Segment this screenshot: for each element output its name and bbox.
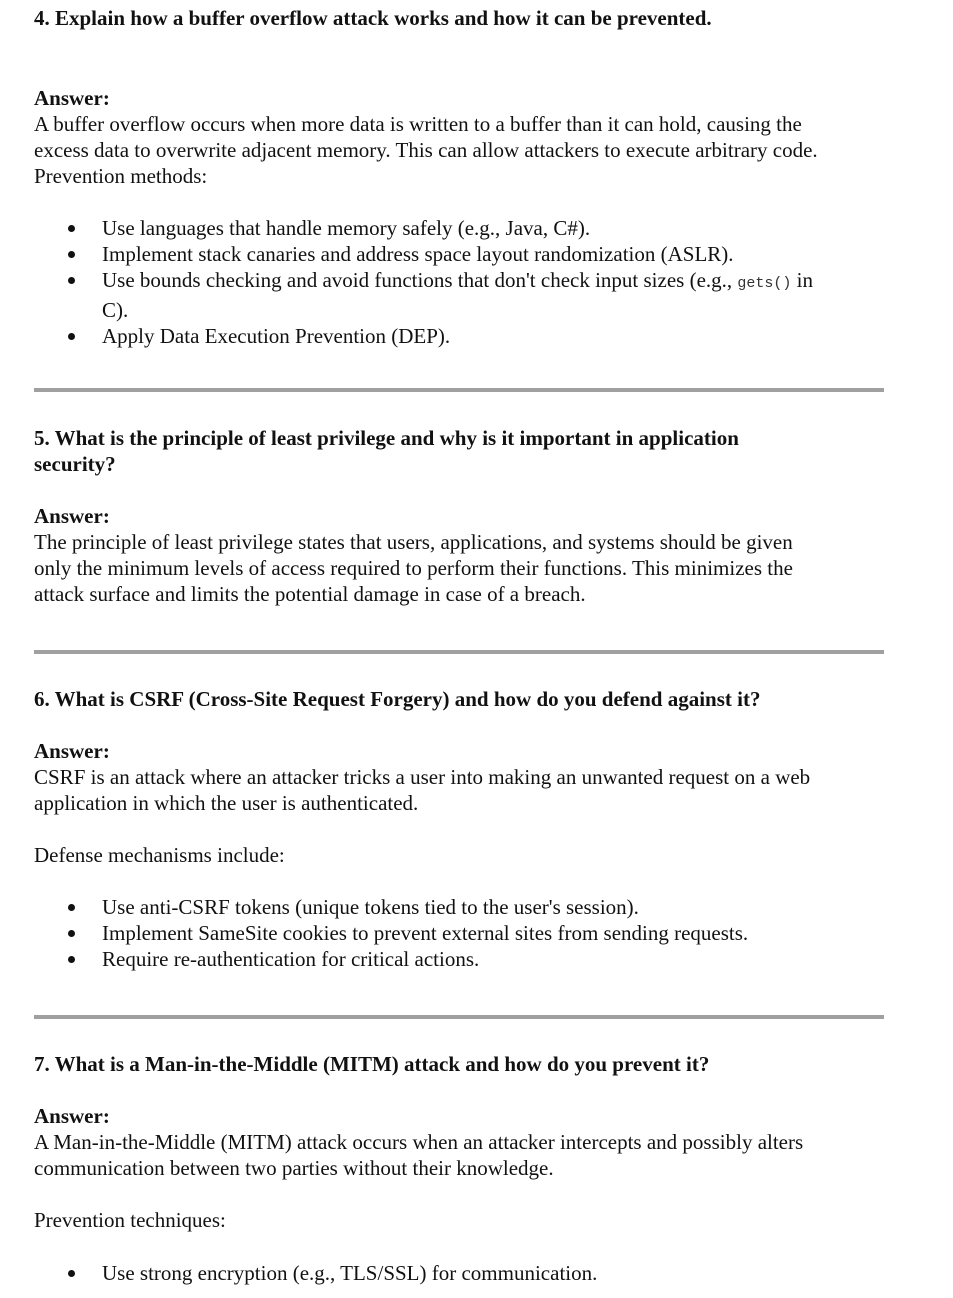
answer-line: application in which the user is authenticated. [34,791,419,815]
answer-line: communication between two parties without their knowledge. [34,1156,554,1180]
answer-line: attack surface and limits the potential damage in case of a breach. [34,582,586,606]
bullet-icon [68,930,75,937]
list-item: Apply Data Execution Prevention (DEP). [34,323,884,349]
divider [34,1015,884,1019]
answer-line: only the minimum levels of access required to perform their functions. This minimizes the [34,556,793,580]
divider [34,388,884,392]
question-heading: 4. Explain how a buffer overflow attack works and how it can be prevented. [34,6,712,30]
answer-line: A Man-in-the-Middle (MITM) attack occurs when an attacker intercepts and possibly alters [34,1130,804,1154]
answer-line: The principle of least privilege states that users, applications, and systems should be given [34,530,793,554]
defense-list [34,894,884,972]
list-item: Use languages that handle memory safely (e.g., Java, C#). [34,215,884,241]
bullet-icon [68,225,75,232]
answer-label: Answer: [34,739,110,763]
bullet-icon [68,277,75,284]
answer-line: A buffer overflow occurs when more data is written to a buffer than it can hold, causing the [34,112,802,136]
list-intro: Prevention methods: [34,164,208,188]
divider [34,650,884,654]
prevention-list [34,215,884,349]
bullet-icon [68,251,75,258]
inline-code: gets() [737,275,792,292]
list-item: Use bounds checking and avoid functions that don't check input sizes (e.g., gets() in C). [34,267,884,323]
list-item: Use strong encryption (e.g., TLS/SSL) for communication. [34,1260,884,1286]
answer-label: Answer: [34,1104,110,1128]
prevention-techniques-list [34,1260,884,1286]
question-heading: 5. What is the principle of least privilege and why is it important in application [34,426,739,450]
answer-line: CSRF is an attack where an attacker tricks a user into making an unwanted request on a web [34,765,811,789]
question-heading-continued: security? [34,452,116,476]
list-item: Require re-authentication for critical actions. [34,946,884,972]
list-item: Implement SameSite cookies to prevent external sites from sending requests. [34,920,884,946]
list-intro: Prevention techniques: [34,1208,226,1232]
answer-label: Answer: [34,504,110,528]
question-heading: 6. What is CSRF (Cross-Site Request Forgery) and how do you defend against it? [34,687,761,711]
list-item: Implement stack canaries and address space layout randomization (ASLR). [34,241,884,267]
list-item: Use anti-CSRF tokens (unique tokens tied to the user's session). [34,894,884,920]
list-intro: Defense mechanisms include: [34,843,285,867]
bullet-icon [68,956,75,963]
bullet-icon [68,1270,75,1277]
bullet-icon [68,904,75,911]
answer-label: Answer: [34,86,110,110]
bullet-icon [68,333,75,340]
question-heading: 7. What is a Man-in-the-Middle (MITM) attack and how do you prevent it? [34,1052,710,1076]
answer-line: excess data to overwrite adjacent memory. This can allow attackers to execute arbitrary code. [34,138,818,162]
